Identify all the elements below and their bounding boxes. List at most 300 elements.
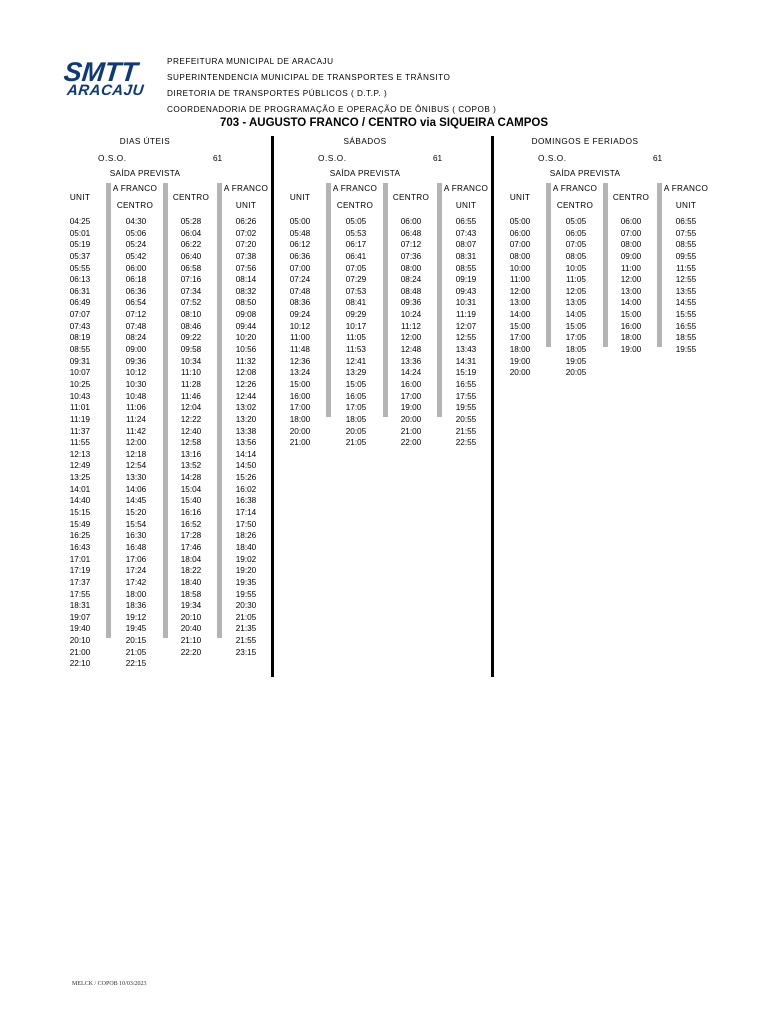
time-cell: 13:30 bbox=[125, 473, 147, 483]
oso-value: 61 bbox=[653, 154, 663, 163]
time-cell: 20:55 bbox=[455, 414, 477, 424]
time-cell: 11:00 bbox=[510, 275, 530, 285]
time-cell: 06:00 bbox=[400, 217, 422, 226]
time-cell: 12:18 bbox=[125, 449, 147, 459]
time-cell: 07:34 bbox=[180, 286, 202, 296]
time-cell: 05:37 bbox=[69, 251, 91, 261]
time-cell: 06:31 bbox=[69, 286, 91, 296]
time-cell: 08:00 bbox=[509, 251, 531, 261]
time-cell: 18:00 bbox=[620, 333, 642, 343]
time-cell: 09:43 bbox=[455, 286, 477, 296]
header-line-diretoria: DIRETORIA DE TRANSPORTES PÚBLICOS ( D.T.P. ) bbox=[167, 89, 388, 98]
time-cell: 19:45 bbox=[125, 624, 147, 634]
time-cell: 11:00 bbox=[621, 263, 641, 273]
section-title: DIAS ÚTEIS bbox=[119, 137, 171, 146]
time-cell: 06:36 bbox=[289, 251, 311, 261]
time-cell: 09:55 bbox=[675, 251, 697, 261]
time-cell: 14:05 bbox=[565, 310, 587, 320]
time-cell: 09:19 bbox=[455, 275, 477, 285]
time-cell: 20:00 bbox=[400, 414, 422, 424]
time-cell: 20:15 bbox=[125, 636, 147, 646]
time-cell: 14:31 bbox=[455, 356, 477, 366]
header-line-coordenadoria: COORDENADORIA DE PROGRAMAÇÃO E OPERAÇÃO DE ÔNIBUS ( COPOB ) bbox=[167, 105, 497, 114]
time-cell: 20:10 bbox=[180, 612, 202, 622]
column-centro-times bbox=[611, 216, 651, 356]
time-cell: 11:01 bbox=[70, 403, 90, 413]
time-cell: 07:38 bbox=[235, 251, 257, 261]
col-header-centro: CENTRO bbox=[612, 193, 650, 202]
column-separator-bar bbox=[217, 183, 222, 638]
time-cell: 16:05 bbox=[345, 391, 367, 401]
time-cell: 19:35 bbox=[235, 577, 257, 587]
time-cell: 06:40 bbox=[180, 251, 202, 261]
time-cell: 12:55 bbox=[675, 275, 697, 285]
time-cell: 07:55 bbox=[675, 228, 697, 238]
time-cell: 10:31 bbox=[455, 298, 477, 308]
time-cell: 12:41 bbox=[345, 356, 367, 366]
time-cell: 20:05 bbox=[565, 368, 587, 378]
column-separator-bar bbox=[326, 183, 331, 417]
time-cell: 13:29 bbox=[345, 368, 367, 378]
column-separator-bar bbox=[163, 183, 168, 638]
time-cell: 13:25 bbox=[69, 473, 91, 483]
time-cell: 16:02 bbox=[235, 484, 257, 494]
time-cell: 06:41 bbox=[345, 251, 367, 261]
column-separator-bar bbox=[106, 183, 111, 638]
time-cell: 07:43 bbox=[69, 321, 91, 331]
time-cell: 06:17 bbox=[345, 240, 367, 250]
time-cell: 10:12 bbox=[289, 321, 311, 331]
time-cell: 18:22 bbox=[180, 566, 202, 576]
saida-prevista-label: SAÍDA PREVISTA bbox=[109, 169, 181, 178]
col-header-a-franco: A FRANCO bbox=[112, 184, 158, 193]
time-cell: 07:48 bbox=[125, 321, 147, 331]
time-cell: 15:15 bbox=[69, 508, 91, 518]
time-cell: 11:10 bbox=[181, 368, 201, 378]
time-cell: 07:43 bbox=[455, 228, 477, 238]
col-header-unit: UNIT bbox=[289, 193, 311, 202]
time-cell: 10:07 bbox=[69, 368, 91, 378]
column-unit-times bbox=[280, 216, 320, 449]
time-cell: 17:05 bbox=[345, 403, 367, 413]
time-cell: 14:50 bbox=[235, 461, 257, 471]
time-cell: 05:55 bbox=[69, 263, 91, 273]
column-unit-times bbox=[60, 216, 100, 670]
time-cell: 10:56 bbox=[235, 345, 257, 355]
column-unit-times bbox=[500, 216, 540, 379]
time-cell: 08:24 bbox=[400, 275, 422, 285]
time-cell: 07:48 bbox=[289, 286, 311, 296]
time-cell: 17:00 bbox=[400, 391, 422, 401]
col-header-a-franco: A FRANCO bbox=[443, 184, 489, 193]
time-cell: 10:20 bbox=[235, 333, 257, 343]
time-cell: 16:55 bbox=[675, 321, 697, 331]
time-cell: 07:20 bbox=[235, 240, 257, 250]
time-cell: 18:05 bbox=[565, 345, 587, 355]
time-cell: 06:55 bbox=[675, 217, 697, 226]
time-cell: 18:31 bbox=[69, 601, 91, 611]
time-cell: 15:20 bbox=[125, 508, 147, 518]
header-line-prefeitura: PREFEITURA MUNICIPAL DE ARACAJU bbox=[167, 57, 334, 66]
time-cell: 09:00 bbox=[125, 345, 147, 355]
time-cell: 14:40 bbox=[69, 496, 91, 506]
time-cell: 15:26 bbox=[235, 473, 257, 483]
time-cell: 09:58 bbox=[180, 345, 202, 355]
time-cell: 16:52 bbox=[180, 519, 202, 529]
time-cell: 16:00 bbox=[289, 391, 311, 401]
column-separator-bar bbox=[383, 183, 388, 417]
time-cell: 19:05 bbox=[565, 356, 587, 366]
time-cell: 05:05 bbox=[565, 217, 587, 226]
time-cell: 14:45 bbox=[125, 496, 147, 506]
time-cell: 13:20 bbox=[235, 414, 257, 424]
col-header-a-franco: A FRANCO bbox=[332, 184, 378, 193]
time-cell: 06:54 bbox=[125, 298, 147, 308]
time-cell: 07:56 bbox=[235, 263, 257, 273]
route-title: 703 - AUGUSTO FRANCO / CENTRO via SIQUEIRA CAMPOS bbox=[219, 117, 548, 129]
time-cell: 21:00 bbox=[400, 426, 422, 436]
time-cell: 08:55 bbox=[455, 263, 477, 273]
time-cell: 08:46 bbox=[180, 321, 202, 331]
column-a-franco-arrivals bbox=[446, 216, 486, 449]
time-cell: 19:00 bbox=[620, 345, 642, 355]
time-cell: 13:52 bbox=[180, 461, 202, 471]
time-cell: 13:00 bbox=[509, 298, 531, 308]
time-cell: 07:05 bbox=[345, 263, 367, 273]
oso-label: O.S.O. bbox=[318, 154, 347, 163]
time-cell: 08:55 bbox=[675, 240, 697, 250]
time-cell: 17:24 bbox=[125, 566, 147, 576]
col-header-unit: UNIT bbox=[455, 201, 477, 210]
time-cell: 20:10 bbox=[69, 636, 91, 646]
time-cell: 21:55 bbox=[235, 636, 257, 646]
column-a-franco-departures bbox=[336, 216, 376, 449]
time-cell: 15:40 bbox=[180, 496, 202, 506]
time-cell: 10:48 bbox=[125, 391, 147, 401]
time-cell: 20:00 bbox=[289, 426, 311, 436]
time-cell: 08:48 bbox=[400, 286, 422, 296]
time-cell: 07:00 bbox=[620, 228, 642, 238]
time-cell: 11:46 bbox=[181, 391, 201, 401]
time-cell: 13:36 bbox=[400, 356, 422, 366]
column-a-franco-departures bbox=[116, 216, 156, 670]
time-cell: 11:42 bbox=[126, 426, 146, 436]
section-title: DOMINGOS E FERIADOS bbox=[531, 137, 639, 146]
time-cell: 09:36 bbox=[400, 298, 422, 308]
time-cell: 19:12 bbox=[125, 612, 147, 622]
time-cell: 12:49 bbox=[69, 461, 91, 471]
time-cell: 15:05 bbox=[565, 321, 587, 331]
time-cell: 07:00 bbox=[509, 240, 531, 250]
time-cell: 17:00 bbox=[289, 403, 311, 413]
col-header-unit: UNIT bbox=[509, 193, 531, 202]
time-cell: 18:55 bbox=[675, 333, 697, 343]
time-cell: 18:36 bbox=[125, 601, 147, 611]
time-cell: 10:05 bbox=[565, 263, 587, 273]
time-cell: 07:52 bbox=[180, 298, 202, 308]
time-cell: 16:55 bbox=[455, 379, 477, 389]
column-separator-bar bbox=[437, 183, 442, 417]
time-cell: 05:24 bbox=[125, 240, 147, 250]
time-cell: 18:00 bbox=[289, 414, 311, 424]
column-a-franco-arrivals bbox=[666, 216, 706, 356]
time-cell: 13:24 bbox=[289, 368, 311, 378]
column-a-franco-departures bbox=[556, 216, 596, 379]
time-cell: 08:36 bbox=[289, 298, 311, 308]
time-cell: 11:53 bbox=[346, 345, 366, 355]
time-cell: 11:24 bbox=[126, 414, 146, 424]
time-cell: 16:48 bbox=[125, 542, 147, 552]
time-cell: 06:18 bbox=[125, 275, 147, 285]
time-cell: 06:26 bbox=[235, 217, 257, 226]
time-cell: 04:25 bbox=[69, 217, 91, 226]
time-cell: 17:42 bbox=[125, 577, 147, 587]
time-cell: 11:19 bbox=[70, 414, 90, 424]
time-cell: 09:00 bbox=[620, 251, 642, 261]
time-cell: 08:00 bbox=[620, 240, 642, 250]
time-cell: 10:34 bbox=[180, 356, 202, 366]
time-cell: 10:43 bbox=[69, 391, 91, 401]
time-cell: 08:50 bbox=[235, 298, 257, 308]
time-cell: 08:19 bbox=[69, 333, 91, 343]
time-cell: 17:00 bbox=[509, 333, 531, 343]
time-cell: 08:24 bbox=[125, 333, 147, 343]
time-cell: 22:00 bbox=[400, 438, 422, 448]
time-cell: 17:55 bbox=[455, 391, 477, 401]
column-separator-bar bbox=[603, 183, 608, 347]
time-cell: 12:04 bbox=[180, 403, 202, 413]
time-cell: 06:48 bbox=[400, 228, 422, 238]
time-cell: 06:55 bbox=[455, 217, 477, 226]
time-cell: 15:05 bbox=[345, 379, 367, 389]
time-cell: 12:00 bbox=[400, 333, 422, 343]
column-centro-times bbox=[171, 216, 211, 658]
time-cell: 11:55 bbox=[676, 263, 696, 273]
time-cell: 12:58 bbox=[180, 438, 202, 448]
time-cell: 12:36 bbox=[289, 356, 311, 366]
time-cell: 16:30 bbox=[125, 531, 147, 541]
time-cell: 10:12 bbox=[125, 368, 147, 378]
time-cell: 17:05 bbox=[565, 333, 587, 343]
time-cell: 17:28 bbox=[180, 531, 202, 541]
time-cell: 19:07 bbox=[69, 612, 91, 622]
time-cell: 06:22 bbox=[180, 240, 202, 250]
footer-note: MELCK / COPOB 10/03/2023 bbox=[72, 981, 147, 987]
time-cell: 10:00 bbox=[509, 263, 531, 273]
oso-value: 61 bbox=[433, 154, 443, 163]
time-cell: 05:48 bbox=[289, 228, 311, 238]
time-cell: 20:30 bbox=[235, 601, 257, 611]
time-cell: 08:14 bbox=[235, 275, 257, 285]
saida-prevista-label: SAÍDA PREVISTA bbox=[329, 169, 401, 178]
time-cell: 09:24 bbox=[289, 310, 311, 320]
time-cell: 19:55 bbox=[675, 345, 697, 355]
col-header-centro: CENTRO bbox=[392, 193, 430, 202]
time-cell: 06:12 bbox=[289, 240, 311, 250]
time-cell: 16:25 bbox=[69, 531, 91, 541]
time-cell: 07:12 bbox=[125, 310, 147, 320]
time-cell: 10:25 bbox=[69, 379, 91, 389]
time-cell: 21:05 bbox=[235, 612, 257, 622]
time-cell: 21:55 bbox=[455, 426, 477, 436]
logo-text-smtt: SMTT bbox=[62, 57, 140, 87]
time-cell: 21:00 bbox=[289, 438, 311, 448]
time-cell: 12:48 bbox=[400, 345, 422, 355]
time-cell: 06:49 bbox=[69, 298, 91, 308]
time-cell: 11:55 bbox=[70, 438, 90, 448]
time-cell: 19:40 bbox=[69, 624, 91, 634]
time-cell: 09:08 bbox=[235, 310, 257, 320]
time-cell: 09:36 bbox=[125, 356, 147, 366]
time-cell: 21:35 bbox=[235, 624, 257, 634]
time-cell: 14:24 bbox=[400, 368, 422, 378]
time-cell: 06:00 bbox=[125, 263, 147, 273]
time-cell: 17:14 bbox=[235, 508, 257, 518]
time-cell: 20:05 bbox=[345, 426, 367, 436]
col-header-a-franco: A FRANCO bbox=[223, 184, 269, 193]
oso-label: O.S.O. bbox=[98, 154, 127, 163]
time-cell: 12:26 bbox=[235, 379, 257, 389]
time-cell: 08:55 bbox=[69, 345, 91, 355]
time-cell: 12:00 bbox=[620, 275, 642, 285]
time-cell: 17:01 bbox=[69, 554, 91, 564]
time-cell: 13:02 bbox=[235, 403, 257, 413]
time-cell: 15:19 bbox=[455, 368, 477, 378]
logo-text-aracaju: ARACAJU bbox=[66, 82, 145, 99]
time-cell: 11:19 bbox=[456, 310, 476, 320]
col-header-centro: CENTRO bbox=[116, 201, 154, 210]
col-header-unit: UNIT bbox=[69, 193, 91, 202]
time-cell: 08:07 bbox=[455, 240, 477, 250]
time-cell: 05:42 bbox=[125, 251, 147, 261]
time-cell: 17:06 bbox=[125, 554, 147, 564]
time-cell: 05:06 bbox=[125, 228, 147, 238]
time-cell: 05:28 bbox=[180, 217, 202, 226]
time-cell: 14:01 bbox=[69, 484, 91, 494]
time-cell: 13:55 bbox=[675, 286, 697, 296]
time-cell: 22:10 bbox=[69, 659, 91, 669]
schedule-dias-uteis bbox=[60, 133, 280, 678]
time-cell: 11:12 bbox=[401, 321, 421, 331]
time-cell: 20:00 bbox=[509, 368, 531, 378]
time-cell: 06:05 bbox=[565, 228, 587, 238]
time-cell: 22:15 bbox=[125, 659, 147, 669]
time-cell: 07:00 bbox=[289, 263, 311, 273]
time-cell: 19:55 bbox=[455, 403, 477, 413]
col-header-centro: CENTRO bbox=[336, 201, 374, 210]
time-cell: 06:58 bbox=[180, 263, 202, 273]
time-cell: 12:05 bbox=[565, 286, 587, 296]
time-cell: 21:00 bbox=[69, 647, 91, 657]
time-cell: 06:00 bbox=[509, 228, 531, 238]
time-cell: 08:31 bbox=[455, 251, 477, 261]
time-cell: 17:46 bbox=[180, 542, 202, 552]
column-centro-times bbox=[391, 216, 431, 449]
time-cell: 13:05 bbox=[565, 298, 587, 308]
time-cell: 04:30 bbox=[125, 217, 147, 226]
schedule-sabados bbox=[280, 133, 500, 678]
time-cell: 15:00 bbox=[620, 310, 642, 320]
time-cell: 11:00 bbox=[290, 333, 310, 343]
time-cell: 17:37 bbox=[69, 577, 91, 587]
col-header-centro: CENTRO bbox=[172, 193, 210, 202]
time-cell: 15:00 bbox=[509, 321, 531, 331]
time-cell: 09:29 bbox=[345, 310, 367, 320]
time-cell: 15:54 bbox=[125, 519, 147, 529]
saida-prevista-label: SAÍDA PREVISTA bbox=[549, 169, 621, 178]
time-cell: 07:36 bbox=[400, 251, 422, 261]
time-cell: 12:13 bbox=[69, 449, 91, 459]
time-cell: 20:40 bbox=[180, 624, 202, 634]
time-cell: 08:32 bbox=[235, 286, 257, 296]
column-a-franco-arrivals bbox=[226, 216, 266, 658]
time-cell: 12:00 bbox=[125, 438, 147, 448]
time-cell: 15:55 bbox=[675, 310, 697, 320]
col-header-a-franco: A FRANCO bbox=[663, 184, 709, 193]
time-cell: 18:40 bbox=[180, 577, 202, 587]
time-cell: 19:00 bbox=[509, 356, 531, 366]
time-cell: 14:06 bbox=[125, 484, 147, 494]
col-header-centro: CENTRO bbox=[556, 201, 594, 210]
time-cell: 11:32 bbox=[236, 356, 256, 366]
time-cell: 12:44 bbox=[235, 391, 257, 401]
smtt-logo bbox=[62, 57, 156, 100]
col-header-a-franco: A FRANCO bbox=[552, 184, 598, 193]
time-cell: 14:00 bbox=[509, 310, 531, 320]
time-cell: 15:00 bbox=[289, 379, 311, 389]
time-cell: 12:08 bbox=[235, 368, 257, 378]
time-cell: 07:12 bbox=[400, 240, 422, 250]
time-cell: 12:40 bbox=[180, 426, 202, 436]
time-cell: 06:13 bbox=[69, 275, 91, 285]
time-cell: 19:20 bbox=[235, 566, 257, 576]
time-cell: 12:00 bbox=[509, 286, 531, 296]
time-cell: 05:19 bbox=[69, 240, 91, 250]
time-cell: 12:07 bbox=[455, 321, 477, 331]
time-cell: 16:16 bbox=[180, 508, 202, 518]
col-header-unit: UNIT bbox=[675, 201, 697, 210]
time-cell: 11:28 bbox=[181, 379, 201, 389]
time-cell: 15:49 bbox=[69, 519, 91, 529]
time-cell: 11:05 bbox=[566, 275, 586, 285]
time-cell: 10:30 bbox=[125, 379, 147, 389]
time-cell: 09:44 bbox=[235, 321, 257, 331]
section-title: SÁBADOS bbox=[343, 137, 387, 146]
time-cell: 21:10 bbox=[180, 636, 202, 646]
time-cell: 21:05 bbox=[125, 647, 147, 657]
time-cell: 12:55 bbox=[455, 333, 477, 343]
time-cell: 14:28 bbox=[180, 473, 202, 483]
time-cell: 08:41 bbox=[345, 298, 367, 308]
time-cell: 19:34 bbox=[180, 601, 202, 611]
time-cell: 12:22 bbox=[180, 414, 202, 424]
time-cell: 09:22 bbox=[180, 333, 202, 343]
time-cell: 07:24 bbox=[289, 275, 311, 285]
time-cell: 14:55 bbox=[675, 298, 697, 308]
time-cell: 15:04 bbox=[180, 484, 202, 494]
time-cell: 10:24 bbox=[400, 310, 422, 320]
time-cell: 05:00 bbox=[509, 217, 531, 226]
time-cell: 16:00 bbox=[620, 321, 642, 331]
oso-value: 61 bbox=[213, 154, 223, 163]
time-cell: 06:00 bbox=[620, 217, 642, 226]
time-cell: 19:02 bbox=[235, 554, 257, 564]
time-cell: 23:15 bbox=[235, 647, 257, 657]
time-cell: 05:53 bbox=[345, 228, 367, 238]
time-cell: 09:31 bbox=[69, 356, 91, 366]
time-cell: 07:29 bbox=[345, 275, 367, 285]
time-cell: 11:48 bbox=[290, 345, 310, 355]
